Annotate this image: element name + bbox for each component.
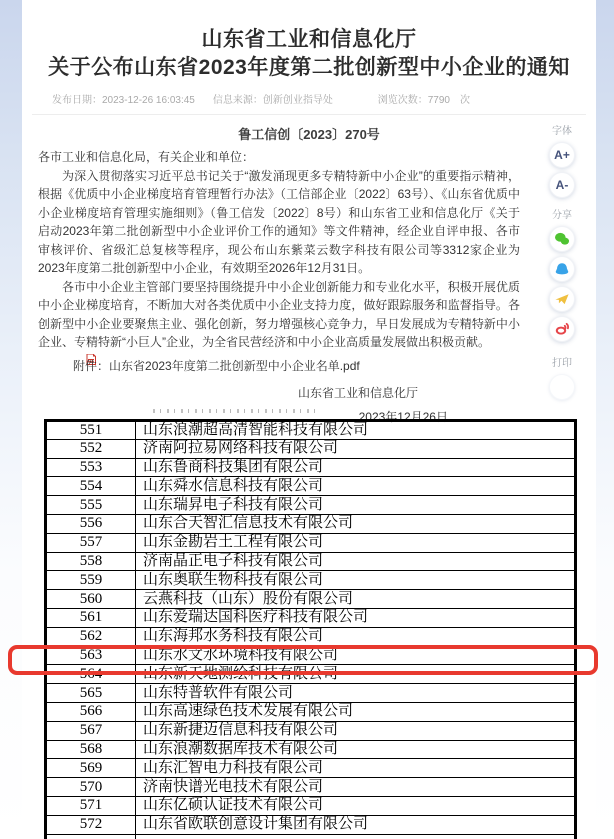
rank-cell: 559 (46, 571, 136, 590)
company-cell: 山东海邦水务科技有限公司 (136, 627, 576, 646)
rank-cell: 567 (46, 721, 136, 740)
table-row (46, 477, 576, 496)
table-row (46, 759, 576, 778)
company-cell: 山东合天智汇信息技术有限公司 (136, 514, 576, 533)
rank-cell: 570 (46, 778, 136, 797)
company-cell: 云燕科技（山东）股份有限公司 (136, 590, 576, 609)
signature-org: 山东省工业和信息化厅 (297, 386, 418, 400)
table-row (46, 590, 576, 609)
header-divider (32, 114, 586, 115)
company-cell: 山东省欧联创意设计集团有限公司 (136, 815, 576, 834)
document-body (38, 148, 520, 426)
qzone-icon (554, 261, 570, 277)
font-size-label: 字体 (552, 126, 572, 137)
attachment-label: 附件： (73, 358, 110, 373)
view-count (378, 91, 470, 106)
company-cell: 济南快谱光电技术有限公司 (136, 778, 576, 797)
font-increase-button[interactable]: A+ (549, 142, 575, 168)
company-table-body (46, 421, 576, 839)
attachment-filename: 山东省2023年度第二批创新型中小企业名单.pdf (109, 358, 360, 373)
info-source-value: 创新创业指导处 (262, 95, 333, 106)
rank-cell: 569 (46, 759, 136, 778)
company-cell: 山东爱瑞达国科医疗科技有限公司 (136, 608, 576, 627)
table-row (46, 721, 576, 740)
rank-cell: 572 (46, 815, 136, 834)
view-count-unit: 次 (460, 95, 470, 106)
table-row (46, 439, 576, 458)
table-row (46, 796, 576, 815)
company-cell: 山东水文水环境科技有限公司 (136, 646, 576, 665)
company-list-table (44, 419, 577, 839)
rank-cell: 555 (46, 496, 136, 515)
print-label: 打印 (552, 358, 572, 369)
highlight-box (8, 645, 598, 675)
company-cell: 山东特普软件有限公司 (136, 684, 576, 703)
company-cell: 济南阿拉易网络科技有限公司 (136, 439, 576, 458)
table-row-partial (46, 834, 576, 839)
paragraph-1: 为深入贯彻落实习近平总书记关于“激发涌现更多专精特新中小企业”的重要指示精神，根据《优质中小企业梯度培育管理暂行办法》（工信部企业〔2022〕63号）、《山东省优质中小企业梯度培育管理实施细则》（鲁工信发〔2022〕8号）和山东省工业和信息化厅《关于启动2023年第二批创新型中小企业评价工作的通知》等文件精神，经企业自评申报、各市审核评价、省级汇总复核等程序，现公布山东紫菜云数字科技有限公司等3312家企业为2023年度第二批创新型中小企业，有效期至2026年12月31日。 (38, 168, 520, 275)
company-cell: 山东鲁商科技集团有限公司 (136, 458, 576, 477)
table-row (46, 496, 576, 515)
company-cell: 山东汇智电力科技有限公司 (136, 759, 576, 778)
share-wechat-button[interactable] (549, 226, 575, 252)
view-count-value: 7790 (427, 95, 450, 106)
company-cell: 山东奥联生物科技有限公司 (136, 571, 576, 590)
share-qzone-button[interactable] (549, 256, 575, 282)
company-cell: 山东亿硕认证技术有限公司 (136, 796, 576, 815)
publish-date (52, 91, 195, 106)
info-source (213, 91, 333, 106)
attachment-link[interactable] (73, 359, 360, 373)
pdf-file-icon (62, 352, 72, 363)
table-row (46, 778, 576, 797)
rank-cell: 560 (46, 590, 136, 609)
rank-cell: 564 (46, 665, 136, 684)
table-row (46, 815, 576, 834)
signature-date: 2023年12月26日 (358, 409, 448, 424)
rank-cell: 562 (46, 627, 136, 646)
table-row (46, 533, 576, 552)
company-cell: 山东新捷迈信息科技有限公司 (136, 721, 576, 740)
document-number: 鲁工信创〔2023〕270号 (238, 127, 380, 142)
table-row (46, 421, 576, 440)
share-label: 分享 (552, 210, 572, 221)
company-cell: 山东瑞昇电子科技有限公司 (136, 496, 576, 515)
article-meta (52, 91, 566, 106)
page-title-line2: 关于公布山东省2023年度第二批创新型中小企业的通知 (48, 56, 570, 79)
company-cell: 山东金勘岩土工程有限公司 (136, 533, 576, 552)
company-cell: 山东浪潮超高清智能科技有限公司 (136, 421, 576, 440)
table-row (46, 702, 576, 721)
rank-cell: 556 (46, 514, 136, 533)
table-row (46, 571, 576, 590)
side-toolbar (543, 116, 581, 402)
table-row (46, 608, 576, 627)
rank-cell (46, 834, 136, 839)
publish-date-value: 2023-12-26 16:03:45 (102, 95, 195, 106)
rank-cell: 552 (46, 439, 136, 458)
table-row (46, 684, 576, 703)
page-title (28, 26, 590, 82)
share-forward-icon (554, 291, 570, 307)
rank-cell: 561 (46, 608, 136, 627)
clipped-text-sliver (153, 409, 321, 413)
print-button[interactable] (549, 374, 575, 400)
table-row (46, 458, 576, 477)
table-row (46, 552, 576, 571)
rank-cell: 553 (46, 458, 136, 477)
company-cell: 山东新天地测绘科技有限公司 (136, 665, 576, 684)
rank-cell: 565 (46, 684, 136, 703)
paragraph-2: 各市中小企业主管部门要坚持围绕提升中小企业创新能力和专业化水平，积极开展优质中小企业梯度培育，不断加大对各类优质中小企业支持力度，做好跟踪服务和监督指导。各创新型中小企业要聚焦主业、强化创新，努力增强核心竞争力，早日发展成为专精特新中小企业、专精特新“小巨人”企业，为全省民营经济和中小企业高质量发展做出积极贡献。 (38, 279, 520, 349)
share-forward-button[interactable] (549, 286, 575, 312)
wechat-icon (554, 231, 570, 247)
rank-cell: 551 (46, 421, 136, 440)
company-cell: 济南晶正电子科技有限公司 (136, 552, 576, 571)
font-decrease-button[interactable]: A- (549, 172, 575, 198)
publish-date-label: 发布日期： (52, 95, 102, 106)
salutation: 各市工业和信息化局，有关企业和单位： (38, 150, 255, 164)
share-weibo-button[interactable] (549, 316, 575, 342)
rank-cell: 563 (46, 646, 136, 665)
company-cell: 山东舜水信息科技有限公司 (136, 477, 576, 496)
view-count-label: 浏览次数： (377, 95, 428, 106)
table-row (46, 514, 576, 533)
company-cell (136, 834, 576, 839)
table-row (46, 740, 576, 759)
attachment-line (38, 352, 520, 376)
rank-cell: 568 (46, 740, 136, 759)
company-cell: 山东高速绿色技术发展有限公司 (136, 702, 576, 721)
weibo-icon (554, 321, 570, 337)
rank-cell: 566 (46, 702, 136, 721)
rank-cell: 557 (46, 533, 136, 552)
info-source-label: 信息来源： (212, 95, 263, 106)
rank-cell: 554 (46, 477, 136, 496)
rank-cell: 558 (46, 552, 136, 571)
page-title-line1: 山东省工业和信息化厅 (201, 28, 417, 51)
company-cell: 山东浪潮数据库技术有限公司 (136, 740, 576, 759)
table-row (46, 627, 576, 646)
rank-cell: 571 (46, 796, 136, 815)
